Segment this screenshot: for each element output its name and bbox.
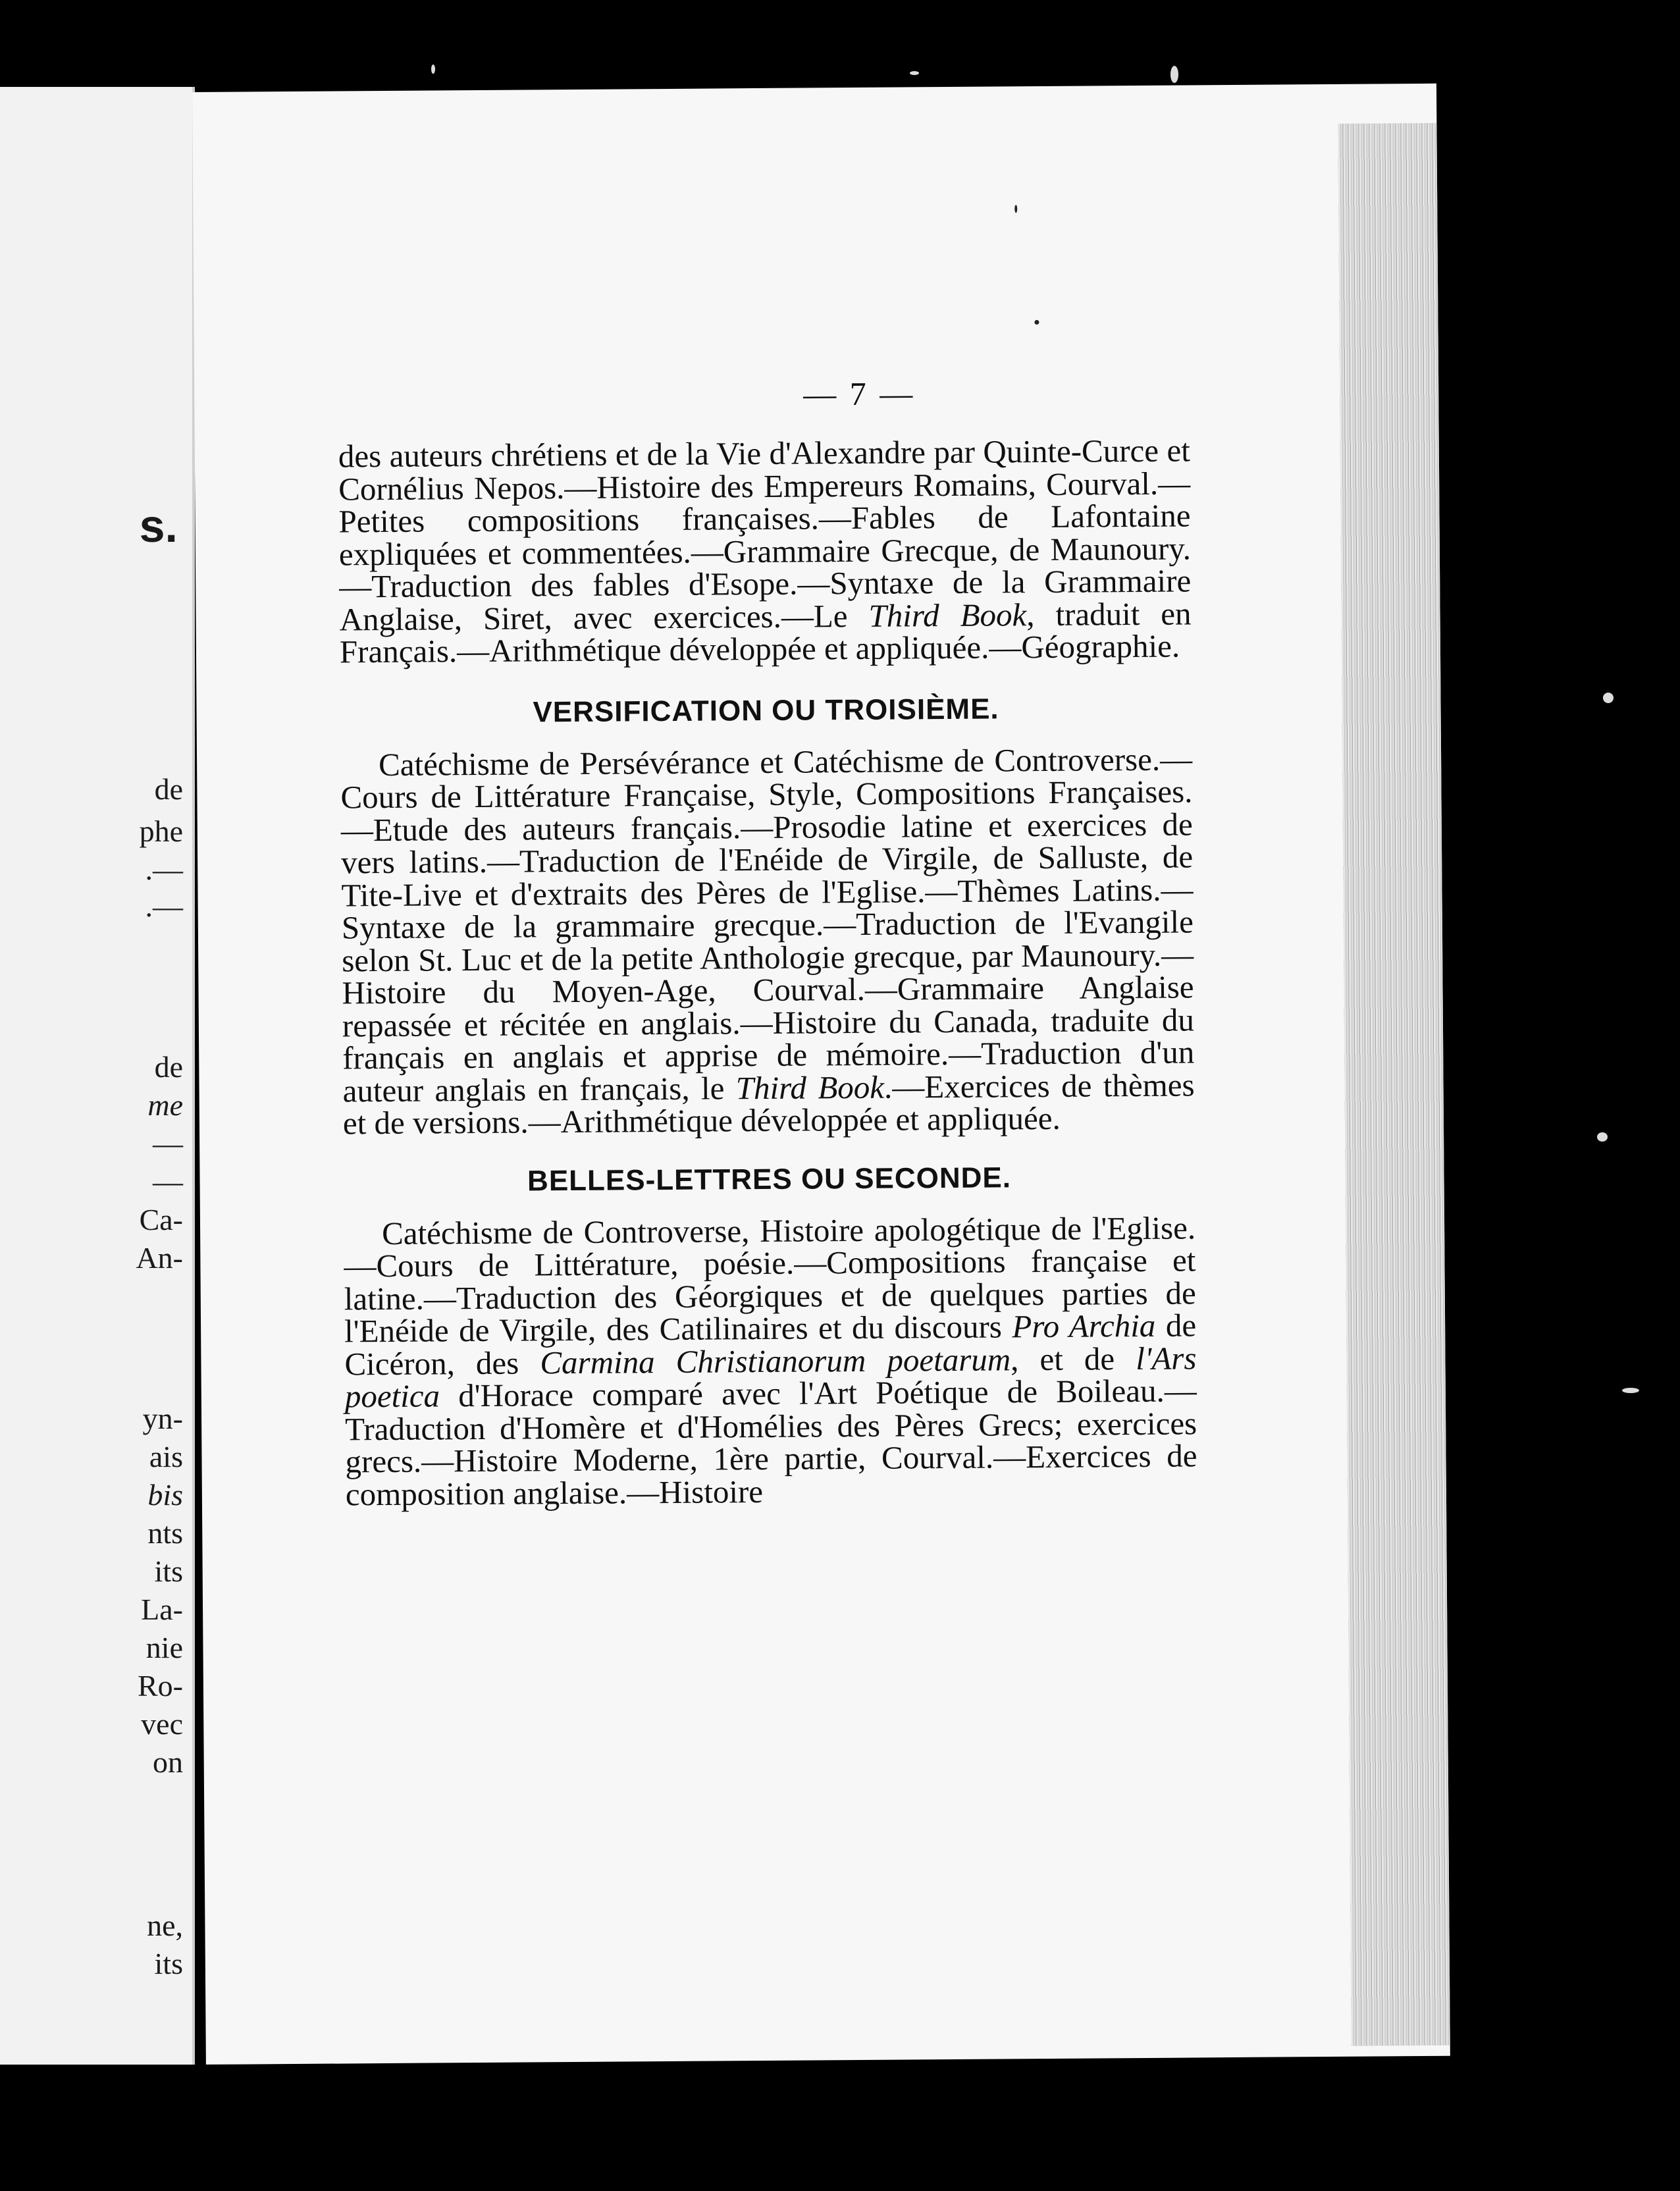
book-page	[192, 84, 1450, 2065]
left-fragment: nie	[145, 1631, 183, 1664]
left-fragment: phe	[139, 814, 183, 848]
page-content	[338, 434, 1197, 1510]
left-fragment: vec	[141, 1707, 183, 1741]
left-fragment: —	[153, 1126, 183, 1160]
left-fragment: s.	[139, 500, 178, 552]
left-facing-page	[0, 87, 195, 2065]
left-fragment: its	[154, 1947, 183, 1980]
scan-speck	[1014, 205, 1017, 213]
scan-speck	[910, 71, 919, 75]
left-fragment: La-	[141, 1593, 183, 1626]
left-fragment: .—	[145, 889, 183, 923]
scan-speck	[1170, 66, 1178, 83]
left-fragment: its	[154, 1554, 183, 1588]
left-fragment: bis	[147, 1478, 183, 1512]
scan-speck	[431, 65, 435, 74]
left-fragment: on	[153, 1745, 183, 1779]
section-heading-belles-lettres: BELLES-LETTRES OU SECONDE.	[527, 1161, 1012, 1197]
scan-speck	[1622, 1388, 1639, 1393]
left-fragment: nts	[147, 1516, 183, 1550]
left-fragment: me	[147, 1088, 183, 1122]
left-fragment: ais	[149, 1440, 183, 1473]
left-fragment: Ca-	[139, 1203, 183, 1236]
left-fragment: ne,	[147, 1909, 183, 1942]
page-edge-texture	[1338, 123, 1450, 2046]
scan-speck	[1034, 320, 1039, 325]
left-fragment: de	[154, 772, 183, 806]
left-fragment: An-	[136, 1241, 183, 1275]
section-paragraph-belles-lettres: Catéchisme de Controverse, Histoire apologétique de l'Eglise.—Cours de Littérature, poésie.—Compositions française et latine.—Traduction des Géorgiques et de quelques parties de l'Enéide de Virgile, des Catilinaires et du discours Pro Archia de Cicéron, des Carmina Christianorum poetarum, et de l'Ars poetica d'Horace comparé avec l'Art Poétique de Boileau.—Traduction d'Homère et d'Homélies des Pères Grecs; exercices grecs.—Histoire Moderne, 1ère partie, Courval.—Exercices de composition anglaise.—Histoire	[344, 1209, 1197, 1512]
left-fragment: .—	[145, 853, 183, 886]
left-fragment: Ro-	[138, 1669, 183, 1703]
left-fragment: yn-	[142, 1402, 183, 1435]
scan-speck	[1603, 693, 1614, 703]
section-heading-versification: VERSIFICATION OU TROISIÈME.	[533, 692, 999, 728]
page-number: — 7 —	[803, 375, 916, 413]
section-paragraph-versification: Catéchisme de Persévérance et Catéchisme de Controverse.—Cours de Littérature Française, Style, Compositions Françaises.—Etude des auteurs français.—Prosodie latine et exercices de vers latins.—Traduction de l'Enéide de Virgile, de Salluste, de Tite-Live et d'extraits des Pères de l'Eglise.—Thèmes Latins.—Syntaxe de la grammaire grecque.—Traduction de l'Evangile selon St. Luc et de la petite Anthologie grecque, par Maunoury.—Histoire du Moyen-Age, Courval.—Grammaire Anglaise repassée et récitée en anglais.—Histoire du Canada, traduite du français en anglais et apprise de mémoire.—Traduction d'un auteur anglais en français, le Third Book.—Exercices de thèmes et de versions.—Arithmétique développée et appliquée.	[340, 740, 1195, 1142]
left-fragment: —	[153, 1165, 183, 1198]
left-fragment: de	[154, 1050, 183, 1084]
intro-paragraph: des auteurs chrétiens et de la Vie d'Alexandre par Quinte-Curce et Cornélius Nepos.—Histoire des Empereurs Romains, Courval.—Petites compositions françaises.—Fables de Lafontaine expliquées et commentées.—Grammaire Grecque, de Maunoury.—Traduction des fables d'Esope.—Syntaxe de la Grammaire Anglaise, Siret, avec exercices.—Le Third Book, traduit en Français.—Arithmétique développée et appliquée.—Géographie.	[338, 432, 1192, 670]
scan-speck	[1597, 1132, 1608, 1142]
